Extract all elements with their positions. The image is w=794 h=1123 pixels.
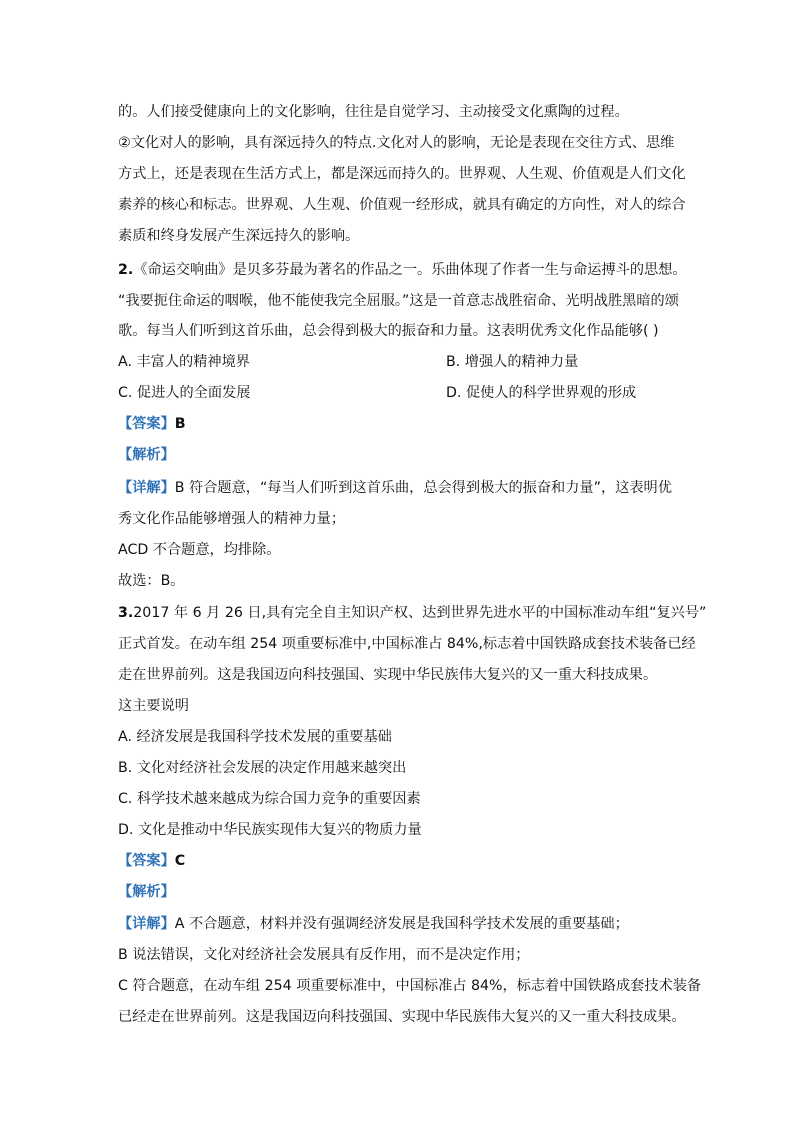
option-c: C. 科学技术越来越成为综合国力竞争的重要因素 — [118, 791, 421, 807]
question-3-stem — [118, 603, 706, 623]
analysis-label: 【解析】 — [118, 447, 175, 463]
detail-line: 秀文化作品能够增强人的精神力量； — [118, 511, 346, 527]
paragraph-line: 的。人们接受健康向上的文化影响，往往是自觉学习、主动接受文化熏陶的过程。 — [118, 104, 629, 120]
detail-text: B 符合题意，“每当人们听到这首乐曲，总会得到极大的振奋和力量”，这表明优 — [174, 480, 672, 496]
paragraph-line: ②文化对人的影响，具有深远持久的特点.文化对人的影响，无论是表现在交往方式、思维 — [118, 135, 675, 151]
option-d: D. 促使人的科学世界观的形成 — [446, 385, 637, 401]
question-number: 3. — [118, 605, 134, 621]
answer-value: C — [174, 853, 186, 869]
question-number: 2. — [118, 262, 134, 278]
detail-line: ACD 不合题意，均排除。 — [118, 542, 281, 558]
question-2-line: “我要扼住命运的咽喉，他不能使我完全屈服。”这是一首意志战胜宿命、光明战胜黑暗的颂 — [118, 293, 679, 309]
detail-line — [118, 914, 629, 934]
analysis-tag — [118, 445, 175, 465]
option-d: D. 文化是推动中华民族实现伟大复兴的物质力量 — [118, 822, 422, 838]
option-b: B. 文化对经济社会发展的决定作用越来越突出 — [118, 760, 407, 776]
paragraph-line: 素养的核心和标志。世界观、人生观、价值观一经形成，就具有确定的方向性，对人的综合 — [118, 197, 686, 213]
answer-tag: 【答案】 — [118, 416, 175, 432]
question-2-stem — [118, 260, 687, 280]
paragraph-line: 方式上，还是表现在生活方式上，都是深远而持久的。世界观、人生观、价值观是人们文化 — [118, 166, 686, 182]
option-c: C. 促进人的全面发展 — [118, 385, 251, 401]
option-a: A. 经济发展是我国科学技术发展的重要基础 — [118, 729, 392, 745]
option-b: B. 增强人的精神力量 — [446, 354, 579, 370]
question-2-line: 歌。每当人们听到这首乐曲，总会得到极大的振奋和力量。这表明优秀文化作品能够( ) — [118, 323, 659, 339]
detail-text: A 不合题意，材料并没有强调经济发展是我国科学技术发展的重要基础； — [174, 916, 629, 932]
paragraph-line: 素质和终身发展产生深远持久的影响。 — [118, 228, 360, 244]
answer-line — [118, 414, 186, 434]
detail-line: 已经走在世界前列。这是我国迈向科技强国、实现中华民族伟大复兴的又一重大科技成果。 — [118, 1009, 686, 1025]
analysis-tag — [118, 882, 175, 902]
option-a: A. 丰富人的精神境界 — [118, 354, 250, 370]
detail-line — [118, 478, 672, 498]
detail-tag: 【详解】 — [118, 480, 175, 496]
answer-tag: 【答案】 — [118, 853, 175, 869]
question-3-line: 这主要说明 — [118, 698, 189, 714]
analysis-label: 【解析】 — [118, 884, 175, 900]
detail-line: B 说法错误，文化对经济社会发展具有反作用，而不是决定作用； — [118, 947, 530, 963]
question-3-line: 走在世界前列。这是我国迈向科技强国、实现中华民族伟大复兴的又一重大科技成果。 — [118, 667, 658, 683]
question-3-line: 正式首发。在动车组 254 项重要标准中,中国标准占 84%,标志着中国铁路成套技术装备已经 — [118, 636, 696, 652]
answer-line — [118, 851, 185, 871]
detail-line: C 符合题意，在动车组 254 项重要标准中，中国标准占 84%，标志着中国铁路成套技术装备 — [118, 978, 702, 994]
question-text: 2017 年 6 月 26 日,具有完全自主知识产权、达到世界先进水平的中国标准动车组“复兴号” — [133, 605, 707, 621]
question-text: 《命运交响曲》是贝多芬最为著名的作品之一。乐曲体现了作者一生与命运搏斗的思想。 — [133, 262, 687, 278]
detail-line: 故选：B。 — [118, 573, 185, 589]
detail-tag: 【详解】 — [118, 916, 175, 932]
answer-value: B — [174, 416, 186, 432]
